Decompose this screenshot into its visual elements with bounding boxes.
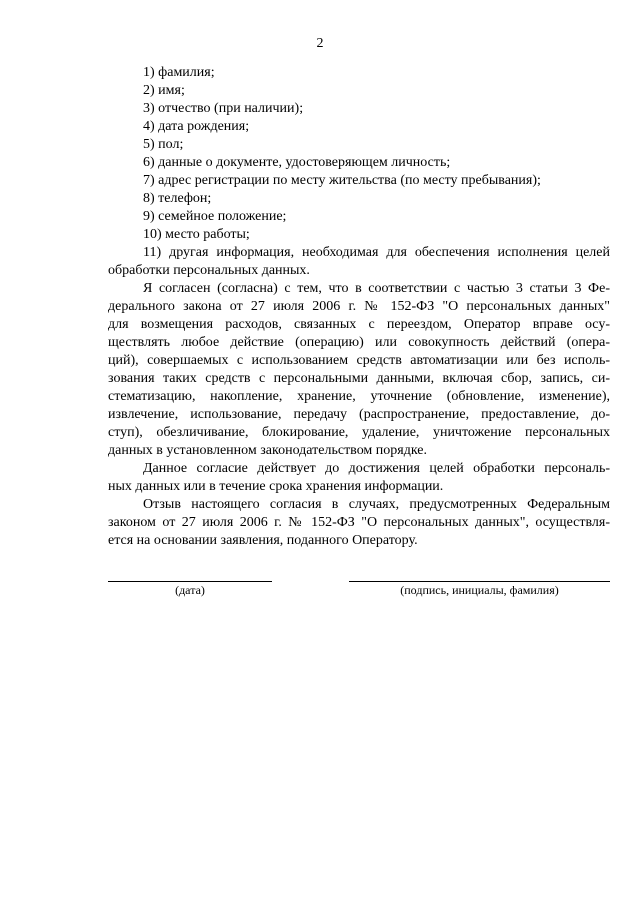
text-line: Я согласен (согласна) с тем, что в соответствии с частью 3 статьи 3 Фе- — [143, 281, 610, 296]
date-signature-field — [108, 581, 272, 598]
text-line: 11) другая информация, необходимая для обеспечения исполнения целей — [143, 245, 610, 260]
text-line: ций), совершаемых с использованием средств автоматизации или без исполь- — [108, 353, 610, 368]
text-line: ступ), обезличивание, блокирование, удаление, уничтожение персональных — [108, 425, 610, 440]
text-line: извлечение, использование, передачу (распространение, предоставление, до- — [108, 407, 610, 422]
text-line: ется на основании заявления, поданного Оператору. — [108, 533, 418, 548]
text-line: для возмещения расходов, связанных с переездом, Оператор вправе осу- — [108, 317, 610, 332]
revocation-paragraph — [108, 496, 610, 550]
text-line: законом от 27 июля 2006 г. № 152-ФЗ "О персональных данных", осуществля- — [108, 515, 610, 530]
date-line — [108, 581, 272, 582]
consent-paragraph — [108, 280, 610, 460]
date-caption: (дата) — [175, 583, 205, 597]
document-body — [108, 64, 610, 550]
list-item: 6) данные о документе, удостоверяющем личность; — [143, 155, 451, 170]
list-item: 5) пол; — [143, 137, 184, 152]
signature-caption: (подпись, инициалы, фамилия) — [400, 583, 559, 597]
list-item: 2) имя; — [143, 83, 185, 98]
list-item: 9) семейное положение; — [143, 209, 287, 224]
text-line: зования таких средств с персональными данными, включая сбор, запись, си- — [108, 371, 610, 386]
text-line: Отзыв настоящего согласия в случаях, предусмотренных Федеральным — [143, 497, 610, 512]
signature-line — [349, 581, 610, 582]
text-line: данных в установленном законодательством порядке. — [108, 443, 428, 458]
list-item: 7) адрес регистрации по месту жительства (по месту пребывания); — [143, 173, 541, 188]
text-line: стематизацию, накопление, хранение, уточнение (обновление, изменение), — [108, 389, 610, 404]
personal-data-list — [108, 64, 610, 244]
page-number: 2 — [316, 36, 324, 51]
text-line: ществлять любое действие (операцию) или совокупность действий (опера- — [108, 335, 610, 350]
validity-paragraph — [108, 460, 610, 496]
text-line: дерального закона от 27 июля 2006 г. № 152-ФЗ "О персональных данных" — [108, 299, 610, 314]
text-line: ных данных или в течение срока хранения информации. — [108, 479, 444, 494]
list-item: 1) фамилия; — [143, 65, 215, 80]
text-line: обработки персональных данных. — [108, 263, 310, 278]
list-item: 8) телефон; — [143, 191, 212, 206]
text-line: Данное согласие действует до достижения целей обработки персональ- — [143, 461, 610, 476]
list-item: 10) место работы; — [143, 227, 250, 242]
list-item-11 — [108, 244, 610, 280]
signature-field — [349, 581, 610, 598]
list-item: 3) отчество (при наличии); — [143, 101, 304, 116]
list-item: 4) дата рождения; — [143, 119, 250, 134]
